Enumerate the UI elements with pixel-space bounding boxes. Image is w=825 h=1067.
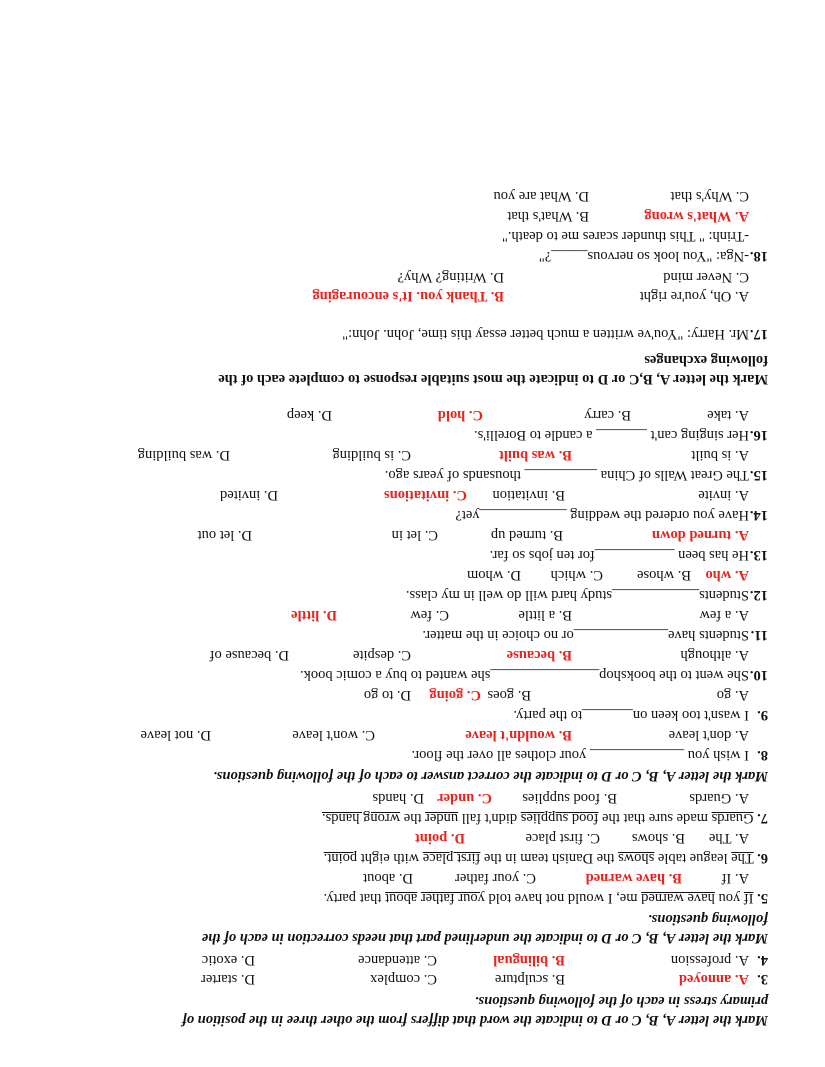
q6-option-c: C. first place xyxy=(525,830,600,846)
q7-option-a: A. Guards xyxy=(689,790,749,806)
q6-underline-d: point. xyxy=(323,850,358,866)
q15-option-b: B. was built xyxy=(499,447,572,463)
q5-stem xyxy=(324,889,768,907)
q17-option-d: D. Writing? Why? xyxy=(397,269,504,285)
q11-stem: Students have_____________or no choice in the matter. xyxy=(422,627,749,643)
q18-option-a: A. What's wrong xyxy=(644,208,749,224)
q14-option-a: A. invite xyxy=(698,487,749,503)
q18-stem-line1: -Nga: "You look so nervous_____?" xyxy=(538,248,749,264)
q7-underline-c: under xyxy=(425,810,459,826)
q6-text: the Danish team in the xyxy=(480,850,619,866)
q5-underline-a: If xyxy=(743,890,754,906)
q5-option-c: C. your father xyxy=(455,870,536,886)
q7-option-c: C. under xyxy=(437,790,492,806)
q10-number: 10. xyxy=(749,667,768,683)
q12-option-c: C. which xyxy=(550,567,603,583)
q16-stem: Her singing can't _______ a candle to Borelli's. xyxy=(473,427,749,443)
q13-number: 13. xyxy=(749,547,768,563)
q3-option-c: C. complex xyxy=(370,971,437,987)
q7-underline-d: wrong hands. xyxy=(321,810,401,826)
q11-number: 11. xyxy=(750,627,768,643)
q16-option-d: D. keep xyxy=(286,407,332,423)
q17-stem: Mr. Harry: "You've written a much better essay this time, John. John:" xyxy=(342,326,749,342)
q16-number: 16. xyxy=(749,427,768,443)
q6-text: league table xyxy=(654,850,732,866)
q7-text: made sure that the xyxy=(598,810,712,826)
q8-option-b: B. wouldn't leave xyxy=(465,727,572,743)
q15-option-d: D. was building xyxy=(137,447,230,463)
q8-stem: I wish you _____________ your clothes all over the floor. xyxy=(411,747,749,763)
q4-option-d: D. exotic xyxy=(201,952,255,968)
q13-stem: He has been ___________for ten jobs so far. xyxy=(489,547,749,563)
q5-option-d: D. about xyxy=(363,870,413,886)
q7-option-d: D. hands xyxy=(372,790,424,806)
q7-text: the xyxy=(400,810,426,826)
q6-underline-a: The xyxy=(731,850,754,866)
q10-option-b: B. because xyxy=(506,647,572,663)
q12-option-a: A. who xyxy=(705,567,749,583)
q6-number: 6. xyxy=(757,850,768,866)
q6-option-b: B. shows xyxy=(631,830,685,846)
q17-option-c: C. Never mind xyxy=(663,269,749,285)
q8-option-a: A. don't leave xyxy=(668,727,749,743)
q10-option-c: C. despite xyxy=(353,647,411,663)
q12-stem: Students____________study hard will do well in my class. xyxy=(405,587,749,603)
q4-option-b: B. bilingual xyxy=(493,952,565,968)
q16-option-b: B. carry xyxy=(584,407,631,423)
q3-number: 3. xyxy=(757,971,768,987)
q6-underline-b: shows xyxy=(618,850,655,866)
q5-number: 5. xyxy=(757,890,768,906)
q6-option-a: A. The xyxy=(708,830,749,846)
section1-instruction-line1: Mark the letter A, B, C or D to indicate the word that differs from the other three in the position of xyxy=(181,1012,768,1028)
q7-underline-a: Guards xyxy=(711,810,754,826)
q6-stem xyxy=(324,849,768,867)
q3-option-d: D. starter xyxy=(201,971,255,987)
q18-number: 18. xyxy=(749,248,768,264)
q10-option-d: D. because of xyxy=(209,647,289,663)
q11-option-b: B. a little xyxy=(518,607,572,623)
q8-option-c: C. won't leave xyxy=(292,727,375,743)
q9-option-b: B. goes xyxy=(487,687,531,703)
q18-option-c: C. Why's that xyxy=(670,188,749,204)
q9-option-d: D. to go xyxy=(363,687,411,703)
q5-option-a: A. If xyxy=(721,870,749,886)
q11-option-d: D. little xyxy=(291,607,337,623)
q12-option-d: D. whom xyxy=(467,567,521,583)
q17-number: 17. xyxy=(749,326,768,342)
q14-number: 14. xyxy=(749,507,768,523)
q17-option-a: A. Oh, you're right xyxy=(639,288,749,304)
q14-option-b: B. invitation xyxy=(492,487,565,503)
q15-option-a: A. is built xyxy=(691,447,749,463)
q9-option-c: C. going xyxy=(429,687,481,703)
q5-text: that party. xyxy=(323,890,386,906)
q16-option-a: A. take xyxy=(707,407,749,423)
q11-option-c: C. few xyxy=(410,607,449,623)
q12-option-b: B. whose xyxy=(637,567,691,583)
q17-option-b: B. Thank you. It's encouraging xyxy=(312,288,504,304)
q6-text: with eight xyxy=(357,850,423,866)
section3-instruction: Mark the letter A, B, C or D to indicate the correct answer to each of the following questions. xyxy=(213,768,768,784)
q9-option-a: A. go xyxy=(716,687,749,703)
q15-number: 15. xyxy=(749,467,768,483)
q11-option-a: A. a few xyxy=(699,607,749,623)
q7-underline-b: food supplies xyxy=(520,810,599,826)
q7-text: didn't fall xyxy=(458,810,521,826)
q4-option-a: A. profession xyxy=(670,952,749,968)
q18-option-b: B. What's that xyxy=(507,208,589,224)
q5-underline-c: your father xyxy=(420,890,485,906)
q5-text xyxy=(417,890,421,906)
section2-instruction-line1: Mark the letter A, B, C or D to indicate the underlined part that needs correction in each of the xyxy=(201,930,768,946)
q4-option-c: C. attendance xyxy=(358,952,437,968)
q8-option-d: D. not leave xyxy=(140,727,211,743)
q18-option-d: D. What are you xyxy=(493,188,589,204)
section4-instruction-line1: Mark the letter A, B,C or D to indicate the most suitable response to complete each of the xyxy=(218,371,768,387)
q3-option-a: A. annoyed xyxy=(678,971,749,987)
q6-option-d: D. point xyxy=(415,830,465,846)
q9-number: 9. xyxy=(757,707,768,723)
q10-option-a: A. although xyxy=(680,647,749,663)
section4-instruction-line2: following exchanges xyxy=(644,352,768,368)
q5-underline-b: have warned xyxy=(641,890,715,906)
q5-text: you xyxy=(714,890,744,906)
q7-number: 7. xyxy=(757,810,768,826)
q8-number: 8. xyxy=(757,747,768,763)
q7-option-b: B. food supplies xyxy=(522,790,617,806)
q14-option-d: D. invited xyxy=(220,487,278,503)
q13-option-b: B. turned up xyxy=(490,527,563,543)
q16-option-c: C. hold xyxy=(437,407,483,423)
q12-number: 12. xyxy=(749,587,768,603)
section2-instruction-line2: following questions. xyxy=(647,911,768,927)
q13-option-c: C. let in xyxy=(391,527,438,543)
q15-stem: The Great Walls of China __________ thousands of years ago. xyxy=(384,467,749,483)
q5-option-b: B. have warned xyxy=(585,870,682,886)
q14-option-c: C. invitations xyxy=(384,487,467,503)
q15-option-c: C. is building xyxy=(332,447,411,463)
q6-underline-c: first place xyxy=(422,850,481,866)
q5-text: me, I would not have told xyxy=(484,890,642,906)
q10-stem: She went to the bookshop_______________she wanted to buy a comic book. xyxy=(299,667,749,683)
q9-stem: I wasn't too keen on_______to the party. xyxy=(513,707,749,723)
q13-option-a: A. turned down xyxy=(651,527,749,543)
q18-stem-line2: -Trinh: " This thunder scares me to death." xyxy=(501,228,749,244)
q13-option-d: D. let out xyxy=(197,527,252,543)
q3-option-b: B. sculpture xyxy=(494,971,565,987)
q14-stem: Have you ordered the wedding ____________yet? xyxy=(455,507,749,523)
q5-underline-d: about xyxy=(385,890,418,906)
q4-number: 4. xyxy=(757,952,768,968)
section1-instruction-line2: primary stress in each of the following questions. xyxy=(474,993,768,1009)
q7-stem xyxy=(322,809,768,827)
